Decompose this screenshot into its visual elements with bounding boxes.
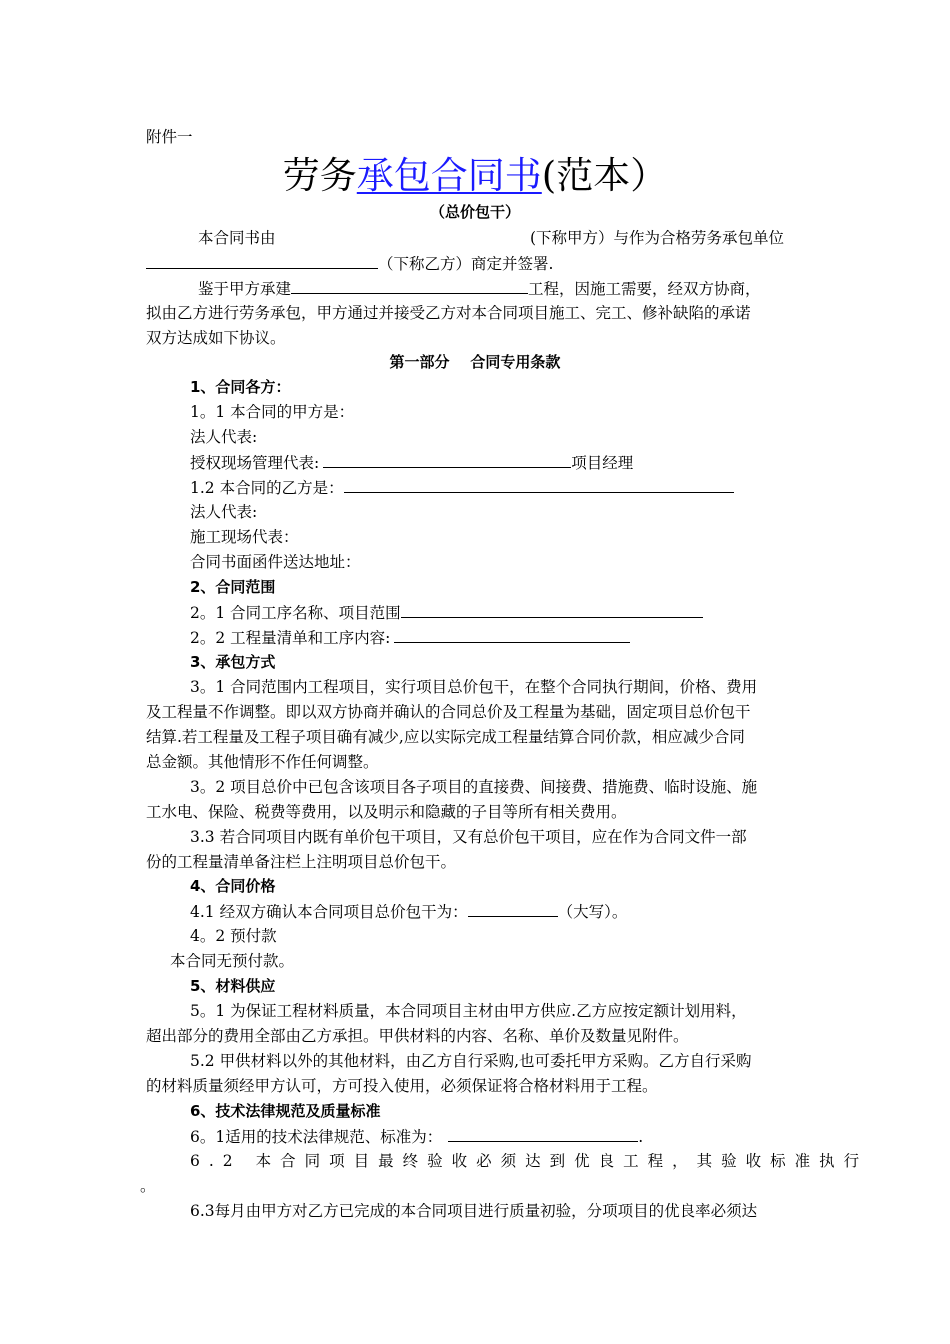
section-3-2-line: 工水电、保险、税费等费用，以及明示和隐藏的子目等所有相关费用。 [146, 803, 627, 821]
intro-project-label: 鉴于甲方承建 [198, 280, 292, 298]
quantity-blank[interactable] [394, 627, 630, 643]
site-rep-blank[interactable] [323, 452, 571, 468]
section-1-1: 1。1 本合同的甲方是： [190, 403, 355, 421]
project-manager-label: 项目经理 [571, 454, 634, 472]
section-3-3-line: 3.3 若合同项目内既有单价包干项目，又有总价包干项目，应在作为合同文件一部 [190, 828, 747, 846]
section-5-heading: 5、材料供应 [190, 977, 276, 995]
section-1-2-line [190, 477, 734, 498]
intro-project-text: 工程，因施工需要，经双方协商， [528, 280, 761, 298]
section-3-1-line: 总金额。其他情形不作任何调整。 [146, 753, 379, 771]
intro-paragraph-line: 双方达成如下协议。 [146, 329, 286, 347]
capitalized-label: （大写）。 [557, 903, 628, 921]
total-price-blank[interactable] [468, 901, 558, 917]
section-3-1-line: 3。1 合同范围内工程项目，实行项目总价包干，在整个合同执行期间，价格、费用 [190, 678, 758, 696]
section-2-1: 2。1 合同工序名称、项目范围 [190, 604, 401, 622]
section-3-1-line: 及工程量不作调整。即以双方协商并确认的合同总价及工程量为基础，固定项目总价包干 [146, 703, 751, 721]
section-1-heading: 1、合同各方： [190, 378, 291, 396]
section-5-2-line: 5.2 甲供材料以外的其他材料，由乙方自行采购,也可委托甲方采购。乙方自行采购 [190, 1052, 752, 1070]
section-6-2-end: 。 [140, 1177, 156, 1195]
title-link[interactable]: 承包合同书 [356, 154, 542, 197]
section-4-2: 4。2 预付款 [190, 927, 277, 945]
site-rep-label: 授权现场管理代表: [190, 454, 320, 472]
section-2-heading: 2、合同范围 [190, 578, 276, 596]
party-b-site-rep: 施工现场代表： [190, 528, 299, 546]
party-b-legal-rep: 法人代表: [190, 503, 258, 521]
scope-blank[interactable] [401, 602, 703, 618]
section-3-3-line: 份的工程量清单备注栏上注明项目总价包干。 [146, 853, 457, 871]
document-subtitle: （总价包干） [429, 203, 520, 221]
section-6-3-line: 6.3每月由甲方对乙方已完成的本合同项目进行质量初验，分项项目的优良率必须达 [190, 1202, 758, 1220]
section-6-1: 6。1适用的技术法律规范、标准为： [190, 1128, 443, 1146]
section-3-1-line: 结算.若工程量及工程子项目确有减少,应以实际完成工程量结算合同价款，相应减少合同 [146, 728, 745, 746]
intro-party-a-suffix: (下称甲方）与作为合格劳务承包单位 [530, 229, 785, 247]
section-2-1-line [190, 602, 703, 623]
title-prefix: 劳务 [282, 154, 357, 197]
part-one-heading: 第一部分 合同专用条款 [389, 353, 561, 371]
party-a-site-rep-line [190, 452, 633, 473]
section-6-heading: 6、技术法律规范及质量标准 [190, 1102, 381, 1120]
standards-blank[interactable] [448, 1126, 638, 1142]
section-6-2: 6.2 本合同项目最终验收必须达到优良工程，其验收标准执行 [190, 1152, 869, 1170]
document-title [0, 150, 950, 202]
section-2-2: 2。2 工程量清单和工序内容: [190, 629, 391, 647]
section-4-heading: 4、合同价格 [190, 877, 276, 895]
delivery-address: 合同书面函件送达地址： [190, 553, 361, 571]
section-6-1-line [190, 1126, 643, 1147]
intro-party-a-label: 本合同书由 [198, 229, 276, 247]
period: . [638, 1128, 644, 1146]
section-4-1-line [190, 901, 627, 922]
section-5-2-line: 的材料质量须经甲方认可，方可投入使用，必须保证将合格材料用于工程。 [146, 1077, 658, 1095]
section-5-1-line: 超出部分的费用全部由乙方承担。甲供材料的内容、名称、单价及数量见附件。 [146, 1027, 689, 1045]
party-a-legal-rep: 法人代表: [190, 428, 258, 446]
party-b-blank[interactable] [146, 253, 378, 269]
section-4-1: 4.1 经双方确认本合同项目总价包干为： [190, 903, 468, 921]
no-advance-payment: 本合同无预付款。 [170, 952, 295, 970]
section-3-heading: 3、承包方式 [190, 653, 276, 671]
intro-party-b-line [146, 253, 553, 274]
attachment-label: 附件一 [146, 128, 193, 146]
section-3-2-line: 3。2 项目总价中已包含该项目各子项目的直接费、间接费、措施费、临时设施、施 [190, 778, 758, 796]
project-blank[interactable] [291, 278, 528, 294]
title-suffix: (范本） [541, 154, 668, 197]
intro-paragraph-line: 拟由乙方进行劳务承包，甲方通过并接受乙方对本合同项目施工、完工、修补缺陷的承诺 [146, 304, 751, 322]
intro-project-line [198, 278, 761, 299]
intro-party-b-text: （下称乙方）商定并签署. [378, 255, 554, 273]
section-6-2-line [190, 1151, 868, 1171]
section-2-2-line [190, 627, 630, 648]
section-5-1-line: 5。1 为保证工程材料质量，本合同项目主材由甲方供应.乙方应按定额计划用料， [190, 1002, 747, 1020]
section-1-2: 1.2 本合同的乙方是： [190, 479, 344, 497]
party-b-name-blank[interactable] [344, 477, 734, 493]
